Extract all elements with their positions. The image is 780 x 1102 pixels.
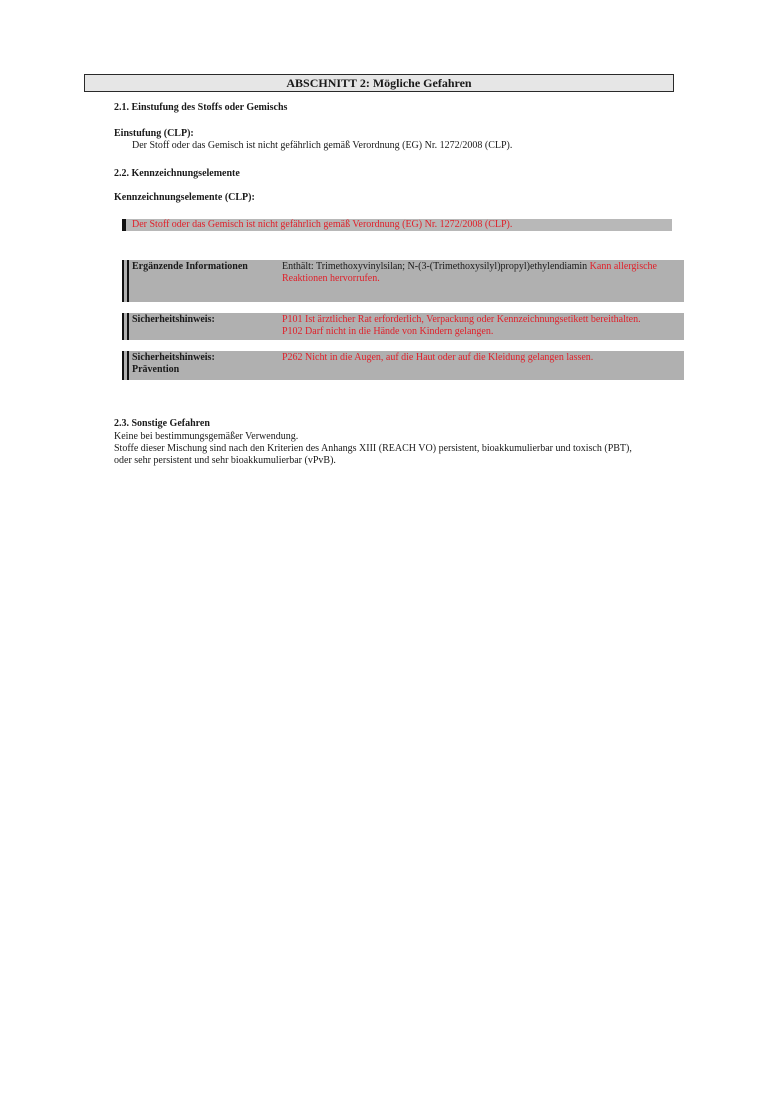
einstufung-clp-text: Der Stoff oder das Gemisch ist nicht gefährlich gemäß Verordnung (EG) Nr. 1272/2008 (CLP). [132, 140, 513, 151]
kennzeichnung-clp-label: Kennzeichnungselemente (CLP): [114, 192, 255, 203]
red-notice-text: Der Stoff oder das Gemisch ist nicht gefährlich gemäß Verordnung (EG) Nr. 1272/2008 (CLP). [132, 219, 513, 230]
info-box-sicherheitshinweis [122, 313, 684, 340]
label-line-2: Prävention [132, 364, 180, 375]
info-box-praevention [122, 351, 684, 380]
info-box-label: Ergänzende Informationen [132, 261, 248, 272]
info-box-content [282, 261, 680, 285]
info-box-ergaenzende [122, 260, 684, 302]
box-marker [122, 351, 130, 380]
box-marker [122, 260, 130, 302]
info-box-label [132, 352, 277, 376]
sonstige-line-2: Stoffe dieser Mischung sind nach den Kriterien des Anhangs XIII (REACH VO) persistent, bioakkumulierbar und toxisch (PBT), [114, 443, 632, 454]
p102-text: P102 Darf nicht in die Hände von Kindern gelangen. [282, 326, 494, 337]
einstufung-clp-label: Einstufung (CLP): [114, 128, 194, 139]
heading-2-3: 2.3. Sonstige Gefahren [114, 418, 210, 429]
bar-marker [122, 219, 126, 231]
info-box-text-red: Kann allergische Reaktionen hervorrufen. [282, 261, 657, 284]
p101-text: P101 Ist ärztlicher Rat erforderlich, Verpackung oder Kennzeichnungsetikett bereithalten. [282, 314, 641, 325]
section-title: ABSCHNITT 2: Mögliche Gefahren [84, 74, 674, 92]
heading-2-1: 2.1. Einstufung des Stoffs oder Gemischs [114, 102, 288, 113]
heading-2-2: 2.2. Kennzeichnungselemente [114, 168, 240, 179]
label-line-1: Sicherheitshinweis: [132, 352, 215, 363]
box-marker [122, 313, 130, 340]
info-box-content: P262 Nicht in die Augen, auf die Haut oder auf die Kleidung gelangen lassen. [282, 352, 594, 363]
info-box-content [282, 314, 680, 338]
info-box-text-black: Enthält: Trimethoxyvinylsilan; N-(3-(Trimethoxysilyl)propyl)ethylendiamin [282, 261, 588, 272]
sonstige-line-3: oder sehr persistent und sehr bioakkumulierbar (vPvB). [114, 455, 336, 466]
info-box-label: Sicherheitshinweis: [132, 314, 215, 325]
sonstige-line-1: Keine bei bestimmungsgemäßer Verwendung. [114, 431, 299, 442]
red-notice-bar [122, 219, 672, 231]
